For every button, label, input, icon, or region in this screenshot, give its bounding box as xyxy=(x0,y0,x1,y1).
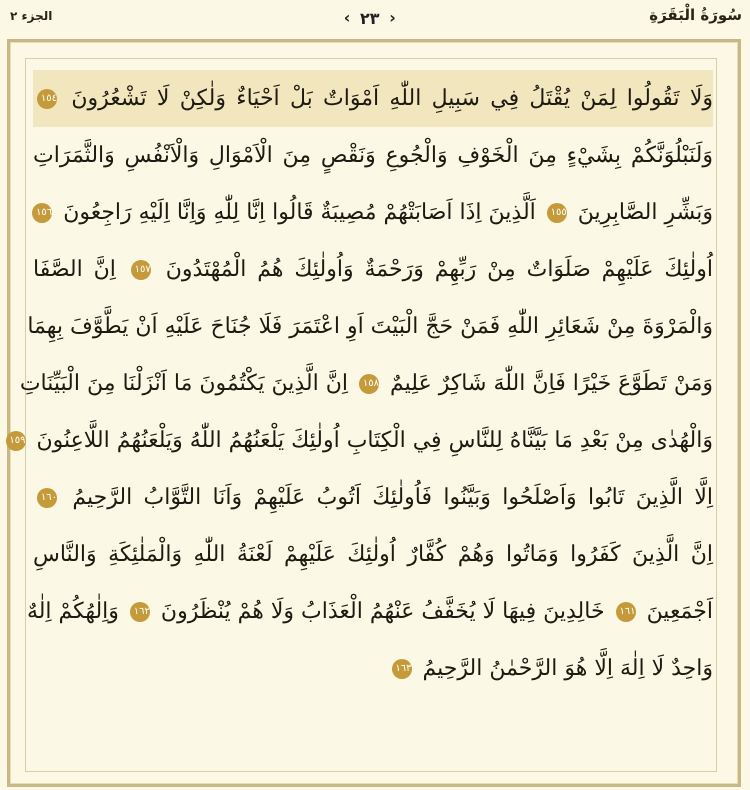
verse-text: اَلَّذِينَ اِذَا اَصَابَتْهُمْ مُصِيبَةٌ قَالُوا اِنَّا لِلّٰهِ وَاِنَّا اِلَيْهِ رَاجِعُونَ xyxy=(63,200,536,225)
verse-text: وَاِلٰهُكُمْ اِلٰهٌ xyxy=(26,599,119,624)
verse-line xyxy=(26,583,713,640)
next-page-arrow-icon[interactable]: › xyxy=(389,8,396,27)
verse-text: خَالِدِينَ فِيهَا لَا يُخَفَّفُ عَنْهُمُ الْعَذَابُ وَلَا هُمْ يُنْظَرُونَ xyxy=(160,599,605,624)
ayah-number-marker[interactable]: ١٥٨ xyxy=(359,374,379,394)
ayah-number-marker[interactable]: ١٥٧ xyxy=(131,260,151,280)
verse-line[interactable] xyxy=(33,70,713,127)
verse-line xyxy=(33,526,713,583)
juz-label: الجزء ٢ xyxy=(10,9,53,23)
verse-text: وَمَنْ تَطَوَّعَ خَيْرًا فَاِنَّ اللّٰهَ شَاكِرٌ عَلِيمٌ xyxy=(390,371,713,396)
ayah-number-marker[interactable]: ١٥٦ xyxy=(32,203,52,223)
verse-text: وَلَا تَقُولُوا لِمَنْ يُقْتَلُ فِي سَبِيلِ اللّٰهِ اَمْوَاتٌ بَلْ اَحْيَاءٌ وَلٰكِنْ لَا تَشْعُرُونَ xyxy=(71,86,714,111)
ayah-number-marker[interactable]: ١٦٣ xyxy=(392,659,412,679)
page-navigation xyxy=(340,6,400,30)
verse-text: وَاحِدٌ لَا اِلٰهَ اِلَّا هُوَ الرَّحْمٰنُ الرَّحِيمُ xyxy=(422,656,713,681)
verse-text: اِنَّ الصَّفَا xyxy=(33,257,116,282)
verse-line xyxy=(33,241,713,298)
verse-line xyxy=(9,412,713,469)
verse-text: اِنَّ الَّذِينَ يَكْتُمُونَ مَا اَنْزَلْنَا مِنَ الْبَيِّنَاتِ xyxy=(19,371,349,396)
verse-text: اَجْمَعِينَ xyxy=(646,599,713,624)
ayah-number-marker[interactable]: ١٦١ xyxy=(616,602,636,622)
verse-text: وَلَنَبْلُوَنَّكُمْ بِشَيْءٍ مِنَ الْخَوْفِ وَالْجُوعِ وَنَقْصٍ مِنَ الْاَمْوَالِ وَالْاَنْفُسِ وَالثَّمَرَاتِ xyxy=(33,143,713,168)
ayah-number-marker[interactable]: ١٦٠ xyxy=(37,488,57,508)
verse-text: وَالْهُدٰى مِنْ بَعْدِ مَا بَيَّنَّاهُ لِلنَّاسِ فِي الْكِتَابِ اُولٰئِكَ يَلْعَنُهُمُ اللّٰهُ وَيَلْعَنُهُمُ اللَّاعِنُونَ xyxy=(36,428,713,453)
verse-text: وَبَشِّرِ الصَّابِرِينَ xyxy=(577,200,713,225)
prev-page-arrow-icon[interactable]: ‹ xyxy=(343,8,351,27)
verse-text: اُولٰئِكَ عَلَيْهِمْ صَلَوَاتٌ مِنْ رَبِّهِمْ وَرَحْمَةٌ وَاُولٰئِكَ هُمُ الْمُهْتَدُونَ xyxy=(165,257,713,282)
surah-title: سُورَةُ الْبَقَرَةِ xyxy=(649,6,742,24)
verse-text: اِلَّا الَّذِينَ تَابُوا وَاَصْلَحُوا وَبَيَّنُوا فَاُولٰئِكَ اَتُوبُ عَلَيْهِمْ وَاَنَا التَّوَّابُ الرَّحِيمُ xyxy=(72,485,713,510)
ayah-number-marker[interactable]: ١٥٥ xyxy=(547,203,567,223)
top-bar xyxy=(0,0,750,36)
ayah-number-marker[interactable]: ١٥٩ xyxy=(6,431,26,451)
verse-line xyxy=(33,469,713,526)
verse-line xyxy=(33,127,713,184)
verse-line xyxy=(19,355,713,412)
verse-line xyxy=(27,298,713,355)
verse-text: اِنَّ الَّذِينَ كَفَرُوا وَمَاتُوا وَهُمْ كُفَّارٌ اُولٰئِكَ عَلَيْهِمْ لَعْنَةُ اللّٰهِ وَالْمَلٰئِكَةِ وَالنَّاسِ xyxy=(33,542,713,567)
ayah-number-marker[interactable]: ١٥٤ xyxy=(37,89,57,109)
verse-line xyxy=(33,640,713,697)
verse-line xyxy=(33,184,713,241)
page-number: ٢٣ xyxy=(360,8,380,28)
quran-text xyxy=(9,70,714,697)
verse-text: وَالْمَرْوَةَ مِنْ شَعَائِرِ اللّٰهِ فَمَنْ حَجَّ الْبَيْتَ اَوِ اعْتَمَرَ فَلَا جُنَاحَ عَلَيْهِ اَنْ يَطَّوَّفَ بِهِمَا xyxy=(27,314,713,339)
ayah-number-marker[interactable]: ١٦٢ xyxy=(130,602,150,622)
